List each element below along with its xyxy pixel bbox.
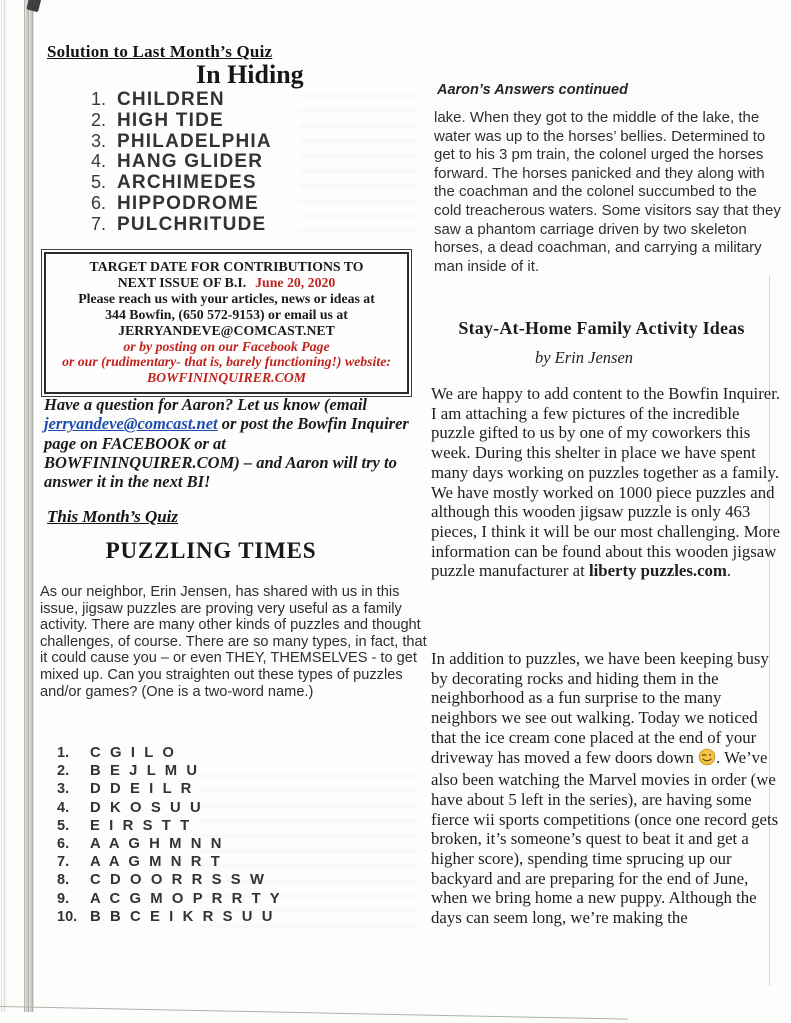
quiz-item-number: 2. [57,763,70,780]
activity-paragraph-2-text-start: In addition to puzzles, we have been keeping busy by decorating rocks and hiding them in the neighborhood as a fun surprise to the many neighbors we see out walking. Today we noticed that the ice cream cone placed at the end of your driveway has moved a few doors down [431,649,769,767]
quiz-item-letters: C D O O R R S S W [90,872,267,889]
contact-email: JERRYANDEVE@COMCAST.NET [118,322,335,338]
website-url: BOWFININQUIRER.COM [146,370,307,386]
quiz-item [57,800,282,818]
quiz-item-letters: D K O S U U [90,799,204,816]
quiz-item-letters: B B C E I K R S U U [90,908,276,925]
quiz-item-letters: D D E I L R [90,781,194,798]
quiz-item [57,818,282,836]
this-months-quiz-heading: This Month’s Quiz [47,507,179,526]
quiz-item-letters: E I R S T T [90,817,192,834]
quiz-item [57,872,282,890]
quiz-item-letters: B E J L M U [90,763,200,780]
scan-edge-strip [1,0,7,1012]
activity-paragraph-1 [431,384,782,581]
answer-number: 1. [90,89,106,109]
answer-item [82,151,272,172]
quiz-item [57,745,282,763]
quiz-item-number: 3. [57,781,70,798]
answer-number: 7. [90,213,106,234]
ask-aaron-text-end: or post the Bowfin Inquirer page on FACEBOOK or at BOWFININQUIRER.COM) – and Aaron will try to answer it in the next BI! [44,414,409,492]
answer-word: ARCHIMEDES [117,172,257,194]
address-phone-line: 344 Bowfin, (650 572-9153) or email us at [105,306,348,322]
quiz-item-number: 10. [57,908,78,925]
quiz-item-letters: C G I L O [90,745,177,761]
quiz-intro-paragraph: As our neighbor, Erin Jensen, has shared with us in this issue, jigsaw puzzles are proving very useful as a family activity. There are many other kinds of puzzles and thought challenges, of course. There are so many types, in fact, that it could cause you – or even THEY, THEMSELVES - to get mixed up. Can you straighten out these types of puzzles and/or games? (One is a two-word name.) [40,584,427,700]
solution-answers-list [82,89,272,235]
answer-item [82,89,272,110]
next-issue-date: June 20, 2020 [255,274,336,290]
answer-word: CHILDREN [117,89,225,110]
ask-aaron-note [44,395,422,491]
scan-edge-strip-dark [24,0,34,1012]
quiz-item-number: 1. [57,745,70,761]
email-link: jerryandeve@comcast.net [44,414,218,434]
activity-byline: by Erin Jensen [534,348,634,367]
answer-number: 4. [90,151,106,172]
next-issue-label: NEXT ISSUE OF B.I. [117,274,247,290]
answer-item [82,193,272,214]
answer-item [82,131,272,152]
quiz-item [57,781,282,799]
answer-word: PULCHRITUDE [117,213,267,235]
target-date-line: TARGET DATE FOR CONTRIBUTIONS TO [89,259,364,274]
quiz-item-letters: A A G H M N N [90,835,225,852]
facebook-note-line: or by posting on our Facebook Page [123,338,330,354]
quiz-item-number: 6. [57,835,70,852]
quiz-item [57,854,282,872]
page-bottom-edge-line [0,1006,628,1020]
quiz-item-number: 7. [57,854,70,871]
quiz-item-number: 5. [57,817,70,834]
next-issue-line [50,275,403,291]
answer-word: HIPPODROME [117,192,259,214]
answer-item [82,172,272,193]
quiz-item [57,836,282,854]
ask-aaron-text-start: Have a question for Aaron? Let us know (email [44,395,367,414]
solution-quiz-title: In Hiding [196,60,304,89]
activity-paragraph-2-text-end: . We’ve also been watching the Marvel movies in order (we have about 5 left in the series), are having some fierce wii sports competitions (once one record gets broken, it’s someone’s quest to beat it and get a higher score), spending time sprucing up our backyard and are preparing for the end of June, when we bring home a new puppy. Although the days can seem long, we’re making the [431,747,779,928]
quiz-scrambled-list [57,745,282,927]
quiz-item-number: 8. [57,872,70,889]
answer-number: 3. [90,130,106,151]
quiz-item-number: 9. [57,890,70,907]
contributions-target-box [41,249,412,397]
activity-ideas-heading: Stay-At-Home Family Activity Ideas [458,318,745,338]
quiz-item [57,891,282,909]
aarons-answers-heading: Aaron’s Answers continued [437,82,628,98]
solution-quiz-heading: Solution to Last Month’s Quiz [47,42,273,61]
activity-paragraph-2 [431,649,782,928]
activity-paragraph-1-period: . [726,561,732,581]
wink-emoji-icon [698,748,716,771]
quiz-item [57,763,282,781]
website-note-line: or our (rudimentary- that is, barely functioning!) website: [62,354,391,370]
answer-item [82,110,272,131]
answer-word: PHILADELPHIA [117,130,272,152]
answer-number: 6. [90,192,106,213]
quiz-item-letters: A C G M O P R R T Y [90,890,283,907]
quiz-item [57,909,282,927]
answer-number: 2. [90,109,106,130]
reach-us-line: Please reach us with your articles, news or ideas at [78,290,375,306]
answer-number: 5. [90,172,106,193]
aarons-answers-paragraph: lake. When they got to the middle of the lake, the water was up to the horses’ bellies. Determined to get to his 3 pm train, the colonel urged the horses forward. The horses panicked and they along with the coachman and the colonel succumbed to the cold treacherous waters. Some visitors say that they saw a phantom carriage driven by two skeleton horses, a dead coachman, and carrying a military man inside of it. [434,109,781,275]
quiz-item-letters: A A G M N R T [90,854,223,871]
answer-item [82,214,272,235]
answer-word: HIGH TIDE [117,109,224,131]
quiz-item-number: 4. [57,799,70,816]
bleed-through-artifact [300,85,415,245]
quiz-title: PUZZLING TIMES [105,538,317,563]
contributions-target-box-inner [44,252,409,394]
liberty-puzzles-bold-text: liberty puzzles.com [588,561,727,581]
answer-word: HANG GLIDER [117,151,264,173]
activity-paragraph-1-text: We are happy to add content to the Bowfin Inquirer. I am attaching a few pictures of the incredible puzzle gifted to us by one of my coworkers this week. During this shelter in place we have spent many days working on puzzles together as a family. We have mostly worked on 1000 piece puzzles and although this wooden jigsaw puzzle is only 463 pieces, I think it will be our most challenging. More information can be found about this wooden jigsaw puzzle manufacturer at [431,384,781,581]
